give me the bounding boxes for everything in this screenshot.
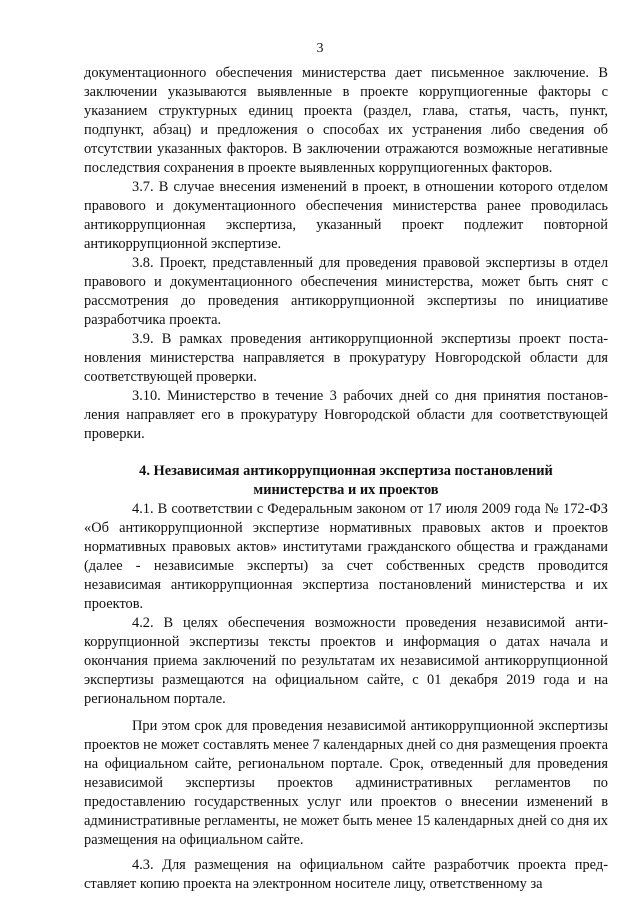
section-4-heading [84,462,608,500]
section-4-heading-line-2: министерства и их проектов [253,482,439,498]
page-number: 3 [316,41,324,56]
paragraph-3-9: 3.9. В рамках проведения антикоррупционной экспертизы проект постановления министерства направляется в прокуратуру Новгородской области для соответствующей проверки. [84,331,608,385]
paragraph-3-7: 3.7. В случае внесения изменений в проект, в отношении которого отделом правового и документационного обеспечения министерства ранее проводилась антикоррупционная экспертиза, указанный проект подлежит повторной антикоррупционной экспертизе. [84,179,608,252]
paragraph-continuation: документационного обеспечения министерства дает письменное заключение. В заключении указываются выявленные в проекте коррупциогенные факторы с указанием структурных единиц проекта (раздел, глава, статья, часть, пункт, подпункт, абзац) и предложения о способах их устранения либо сведения об отсутствии указанных факторов. В заключении отражаются возможные негативные последствия сохранения в проекте выявленных коррупциогенных факторов. [84,65,608,176]
paragraph-4-2-continued: При этом срок для проведения независимой антикоррупционной экспертизы проектов не может составлять менее 7 календарных дней со дня размещения проекта на официальном сайте, региональном портале. Срок, отведенный для проведения независимой экспертизы проектов административных регламентов по предоставлению государственных услуг или проектов о внесении изменений в административные регламенты, не может быть менее 15 календарных дней со дня их размещения на официальном сайте. [84,718,608,848]
paragraph-4-2: 4.2. В целях обеспечения возможности проведения независимой антикоррупционной экспертизы тексты проектов и информация о датах начала и окончания приема заключений по результатам их независимой антикоррупционной экспертизы размещаются на официальном сайте, с 01 декабря 2019 года и на региональном портале. [84,615,608,707]
paragraph-3-8: 3.8. Проект, представленный для проведения правовой экспертизы в отдел правового и документационного обеспечения министерства, может быть снят с рассмотрения до проведения антикоррупционной экспертизы по инициативе разработчика проекта. [84,255,608,328]
document-body [84,64,608,894]
paragraph-3-10: 3.10. Министерство в течение 3 рабочих дней со дня принятия постановления направляет его в прокуратуру Новгородской области для соответствующей проверки. [84,388,608,442]
paragraph-4-1: 4.1. В соответствии с Федеральным законом от 17 июля 2009 года № 172-ФЗ «Об антикоррупционной экспертизе нормативных правовых актов и проектов нормативных правовых актов» институтами гражданского общества и гражданами (далее - независимые эксперты) за счет собственных средств проводится независимая антикоррупционная экспертиза постановлений министерства и их проектов. [84,501,608,612]
paragraph-4-3: 4.3. Для размещения на официальном сайте разработчик проекта представляет копию проекта на электронном носителе лицу, ответственному за [84,857,608,892]
section-4-heading-line-1: 4. Независимая антикоррупционная экспертиза постановлений [139,463,553,479]
